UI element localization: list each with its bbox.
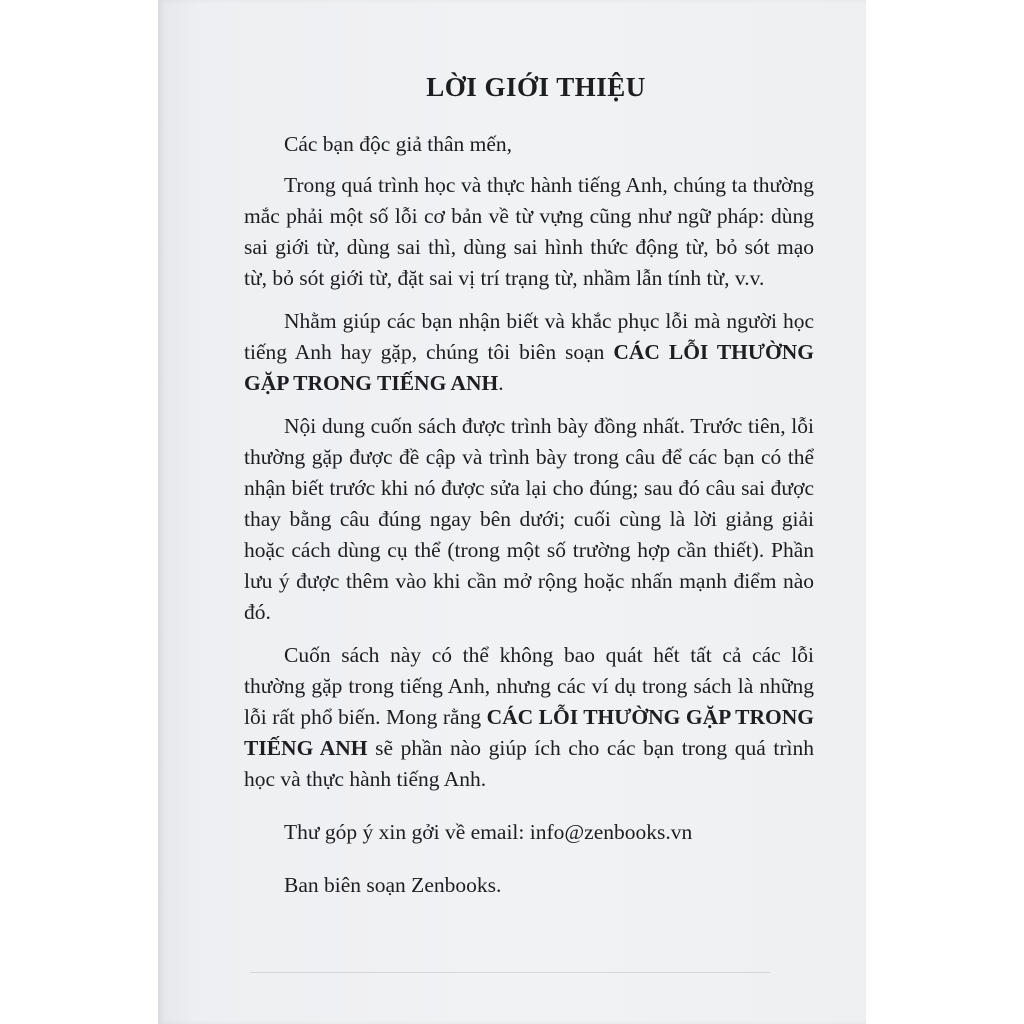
paragraph-2-end: . — [498, 371, 504, 395]
book-page — [158, 0, 866, 1024]
contact-line: Thư góp ý xin gởi về email: info@zenbooks.vn — [284, 820, 693, 844]
paragraph-2 — [244, 306, 814, 399]
paragraph-3: Nội dung cuốn sách được trình bày đồng nhất. Trước tiên, lỗi thường gặp được đề cập và trình bày trong câu để các bạn có thể nhận biết trước khi nó được sửa lại cho đúng; sau đó câu sai được thay bằng câu đúng ngay bên dưới; cuối cùng là lời giảng giải hoặc cách dùng cụ thể (trong một số trường hợp cần thiết). Phần lưu ý được thêm vào khi cần mở rộng hoặc nhấn mạnh điểm nào đó. — [244, 414, 814, 624]
signature: Ban biên soạn Zenbooks. — [284, 873, 502, 897]
page-title: LỜI GIỚI THIỆU — [426, 72, 646, 102]
paragraph-4 — [244, 640, 814, 795]
greeting: Các bạn độc giả thân mến, — [284, 132, 513, 156]
paragraph-2-text: Nhằm giúp các bạn nhận biết và khắc phục lỗi mà người học tiếng Anh hay gặp, chúng tôi biên soạn — [244, 309, 814, 364]
paragraph-4-text: Cuốn sách này có thể không bao quát hết tất cả các lỗi thường gặp trong tiếng Anh, nhưng các ví dụ trong sách là những lỗi rất phổ biến. Mong rằng — [244, 643, 814, 729]
paragraph-4-end: sẽ phần nào giúp ích cho các bạn trong quá trình học và thực hành tiếng Anh. — [244, 736, 814, 791]
page-content — [244, 72, 814, 901]
book-title-mention: CÁC LỖI THƯỜNG GẶP TRONG TIẾNG ANH — [244, 340, 814, 395]
book-title-mention: CÁC LỖI THƯỜNG GẶP TRONG TIẾNG ANH — [244, 705, 814, 760]
paragraph-1: Trong quá trình học và thực hành tiếng Anh, chúng ta thường mắc phải một số lỗi cơ bản về từ vựng cũng như ngữ pháp: dùng sai giới từ, dùng sai thì, dùng sai hình thức động từ, bỏ sót mạo từ, bỏ sót giới từ, đặt sai vị trí trạng từ, nhầm lẫn tính từ, v.v. — [244, 173, 814, 290]
footer-divider — [250, 972, 770, 973]
